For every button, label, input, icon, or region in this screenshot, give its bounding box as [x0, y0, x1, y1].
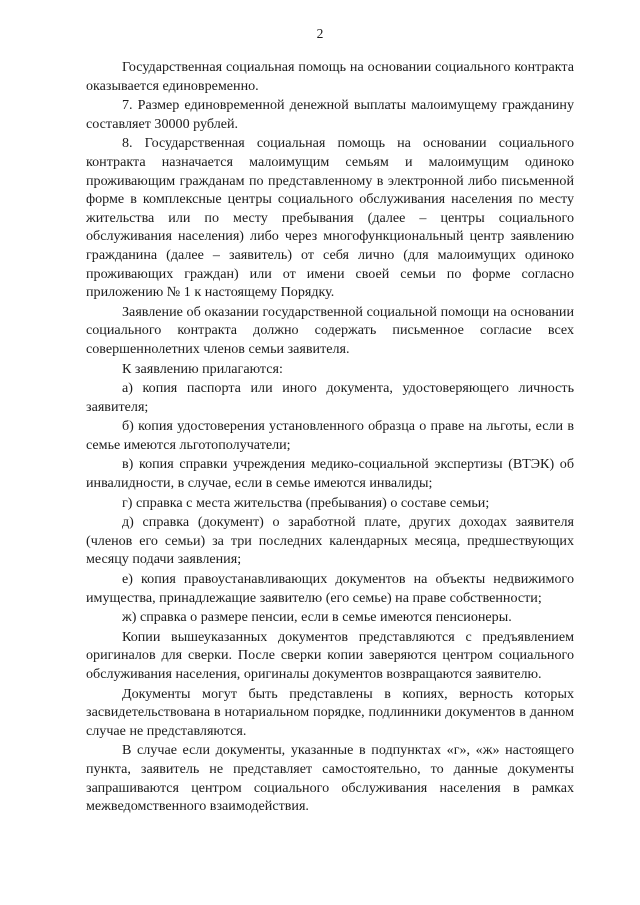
list-item-g-family-composition: г) справка с места жительства (пребывания) о составе семьи; [122, 494, 490, 511]
paragraph-attachments-intro: К заявлению прилагаются: [122, 360, 283, 377]
paragraph-notarized-copies: Документы могут быть представлены в копиях, верность которых засвидетельствована в нотариальном порядке, подлинники документов в данном случае не представляются. [86, 685, 574, 739]
list-item-a-passport: а) копия паспорта или иного документа, удостоверяющего личность заявителя; [86, 380, 574, 415]
list-item-b-benefit-certificate: б) копия удостоверения установленного образца о праве на льготы, если в семье имеются льготополучатели; [86, 418, 574, 453]
paragraph-interagency-request: В случае если документы, указанные в подпунктах «г», «ж» настоящего пункта, заявитель не представляет самостоятельно, то данные документы запрашиваются центром социального обслуживания населения в рамках межведомственного взаимодействия. [86, 742, 574, 815]
document-body [86, 58, 574, 817]
list-item-d-income-certificate: д) справка (документ) о заработной плате, других доходах заявителя (членов его семьи) за три последних календарных месяца, предшествующих месяцу подачи заявления; [86, 514, 574, 568]
list-item-e-property-documents: е) копия правоустанавливающих документов на объекты недвижимого имущества, принадлежащие заявителю (его семье) на праве собственности; [86, 571, 574, 606]
list-item-v-disability-certificate: в) копия справки учреждения медико-социальной экспертизы (ВТЭК) об инвалидности, в случае, если в семье имеются инвалиды; [86, 456, 574, 492]
page-number: 2 [316, 26, 324, 41]
paragraph-item-7-payment-amount: 7. Размер единовременной денежной выплаты малоимущему гражданину составляет 30000 рублей. [86, 97, 574, 132]
paragraph-application-consent: Заявление об оказании государственной социальной помощи на основании социального контракта должно содержать письменное согласие всех совершеннолетних членов семьи заявителя. [86, 303, 574, 357]
paragraph-copies-verification: Копии вышеуказанных документов представляются с предъявлением оригиналов для сверки. После сверки копии заверяются центром социального обслуживания населения, оригиналы документов возвращаются заявителю. [86, 628, 574, 682]
paragraph-assistance-one-time: Государственная социальная помощь на основании социального контракта оказывается единовременно. [86, 59, 574, 94]
list-item-zh-pension-certificate: ж) справка о размере пенсии, если в семье имеются пенсионеры. [122, 609, 512, 626]
paragraph-item-8-assignment: 8. Государственная социальная помощь на основании социального контракта назначается малоимущим семьям и малоимущим одиноко проживающим гражданам по представленному в электронной либо письменной форме в комплексные центры социального обслуживания населения по месту жительства или по месту пребывания (далее – центры социального обслуживания населения) либо через многофункциональный центр заявлению гражданина (далее – заявитель) от себя лично (для малоимущих одиноко проживающих граждан) или от имени своей семьи по форме согласно приложению № 1 к настоящему Порядку. [86, 135, 574, 301]
